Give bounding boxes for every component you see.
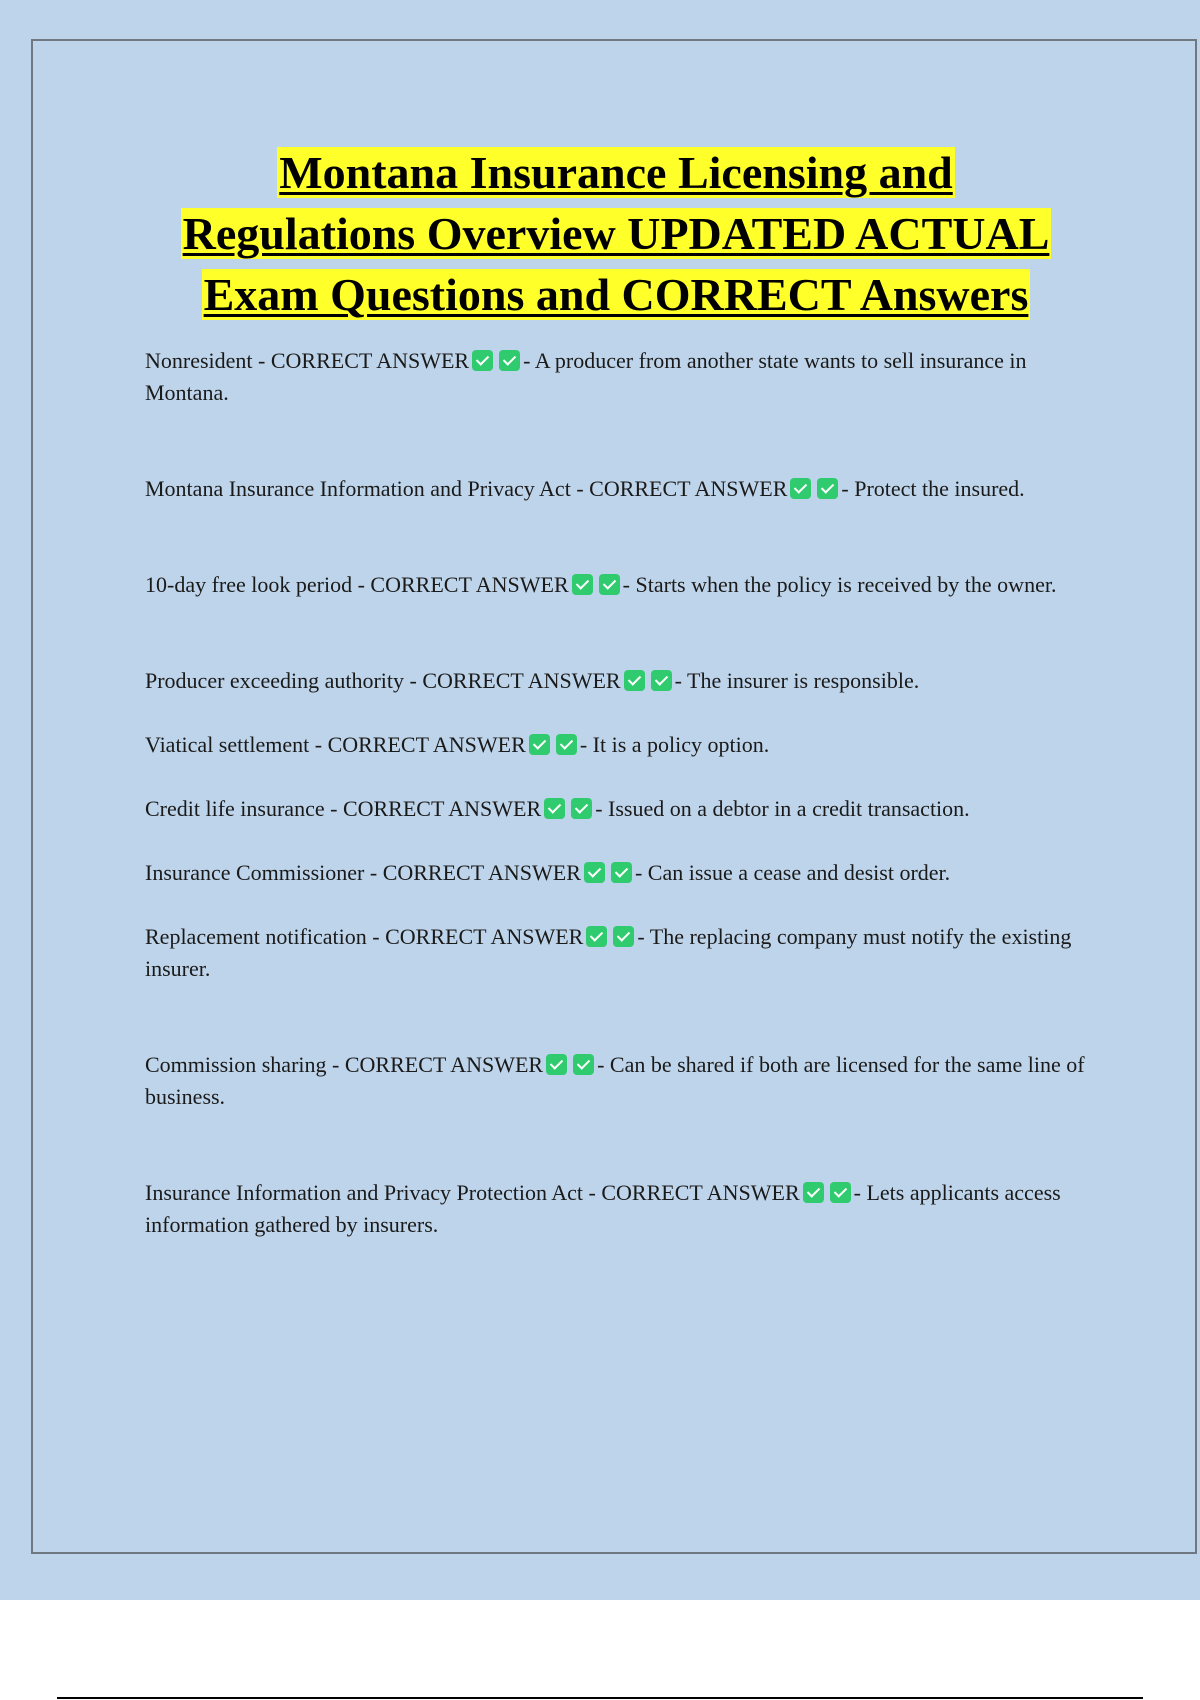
qa-term: Insurance Information and Privacy Protection Act	[145, 1180, 584, 1205]
qa-term: Replacement notification	[145, 924, 367, 949]
document-title	[90, 142, 1142, 325]
check-mark-icon	[790, 478, 811, 499]
check-mark-icon	[586, 926, 607, 947]
qa-term: Nonresident	[145, 348, 253, 373]
qa-answer: A producer from another state wants to sell insurance in Montana.	[145, 348, 1027, 405]
qa-item: Insurance Information and Privacy Protection Act - CORRECT ANSWER - Lets applicants access information gathered by insurers.	[145, 1180, 1061, 1237]
qa-term: Viatical settlement	[145, 732, 310, 757]
qa-answer: Issued on a debtor in a credit transaction.	[608, 796, 970, 821]
qa-term: Producer exceeding authority	[145, 668, 405, 693]
check-mark-icon	[571, 798, 592, 819]
qa-item: Credit life insurance - CORRECT ANSWER - Issued on a debtor in a credit transaction.	[145, 796, 970, 821]
correct-answer-label: CORRECT ANSWER	[344, 1052, 544, 1077]
qa-term: Montana Insurance Information and Privacy Act	[145, 476, 571, 501]
correct-answer-label: CORRECT ANSWER	[382, 860, 581, 885]
check-mark-icon	[611, 862, 632, 883]
qa-item: Commission sharing - CORRECT ANSWER - Can be shared if both are licensed for the same line of business.	[145, 1052, 1085, 1109]
qa-item: Insurance Commissioner - CORRECT ANSWER - Can issue a cease and desist order.	[145, 860, 951, 885]
qa-item: Nonresident - CORRECT ANSWER - A producer from another state wants to sell insurance in Montana.	[145, 348, 1027, 405]
check-mark-icon	[544, 798, 565, 819]
qa-term: 10-day free look period	[145, 572, 353, 597]
correct-answer-label: CORRECT ANSWER	[370, 572, 569, 597]
check-mark-icon	[572, 574, 593, 595]
qa-answer: Starts when the policy is received by the owner.	[635, 572, 1057, 597]
qa-answer: Can issue a cease and desist order.	[647, 860, 951, 885]
check-mark-icon	[613, 926, 634, 947]
qa-item: Producer exceeding authority - CORRECT ANSWER - The insurer is responsible.	[145, 668, 920, 693]
correct-answer-label: CORRECT ANSWER	[601, 1180, 800, 1205]
qa-term: Credit life insurance	[145, 796, 325, 821]
correct-answer-label: CORRECT ANSWER	[385, 924, 584, 949]
check-mark-icon	[817, 478, 838, 499]
title-line: Regulations Overview UPDATED ACTUAL	[182, 208, 1050, 259]
check-mark-icon	[599, 574, 620, 595]
qa-answer: Lets applicants access information gathered by insurers.	[145, 1180, 1061, 1237]
qa-item: Replacement notification - CORRECT ANSWER - The replacing company must notify the existing insurer.	[145, 924, 1072, 981]
qa-answer: Can be shared if both are licensed for the same line of business.	[145, 1052, 1085, 1109]
check-mark-icon	[830, 1182, 851, 1203]
correct-answer-label: CORRECT ANSWER	[342, 796, 542, 821]
footer-rule	[57, 1697, 1143, 1699]
title-line: Montana Insurance Licensing and	[279, 147, 953, 198]
qa-list	[145, 345, 1095, 1241]
correct-answer-label: CORRECT ANSWER	[270, 348, 470, 373]
qa-item: 10-day free look period - CORRECT ANSWER - Starts when the policy is received by the owner.	[145, 572, 1057, 597]
qa-answer: Protect the insured.	[854, 476, 1025, 501]
qa-term: Insurance Commissioner	[145, 860, 365, 885]
title-line: Exam Questions and CORRECT Answers	[203, 269, 1029, 320]
check-mark-icon	[529, 734, 550, 755]
qa-answer: The insurer is responsible.	[687, 668, 920, 693]
check-mark-icon	[499, 350, 520, 371]
correct-answer-label: CORRECT ANSWER	[327, 732, 526, 757]
qa-term: Commission sharing	[145, 1052, 327, 1077]
correct-answer-label: CORRECT ANSWER	[422, 668, 621, 693]
qa-answer: The replacing company must notify the existing insurer.	[145, 924, 1072, 981]
correct-answer-label: CORRECT ANSWER	[589, 476, 788, 501]
qa-answer: It is a policy option.	[592, 732, 770, 757]
check-mark-icon	[573, 1054, 594, 1075]
check-mark-icon	[472, 350, 493, 371]
check-mark-icon	[556, 734, 577, 755]
check-mark-icon	[803, 1182, 824, 1203]
qa-item: Montana Insurance Information and Privacy Act - CORRECT ANSWER - Protect the insured.	[145, 476, 1025, 501]
check-mark-icon	[584, 862, 605, 883]
check-mark-icon	[624, 670, 645, 691]
check-mark-icon	[546, 1054, 567, 1075]
qa-item: Viatical settlement - CORRECT ANSWER - It is a policy option.	[145, 732, 770, 757]
check-mark-icon	[651, 670, 672, 691]
